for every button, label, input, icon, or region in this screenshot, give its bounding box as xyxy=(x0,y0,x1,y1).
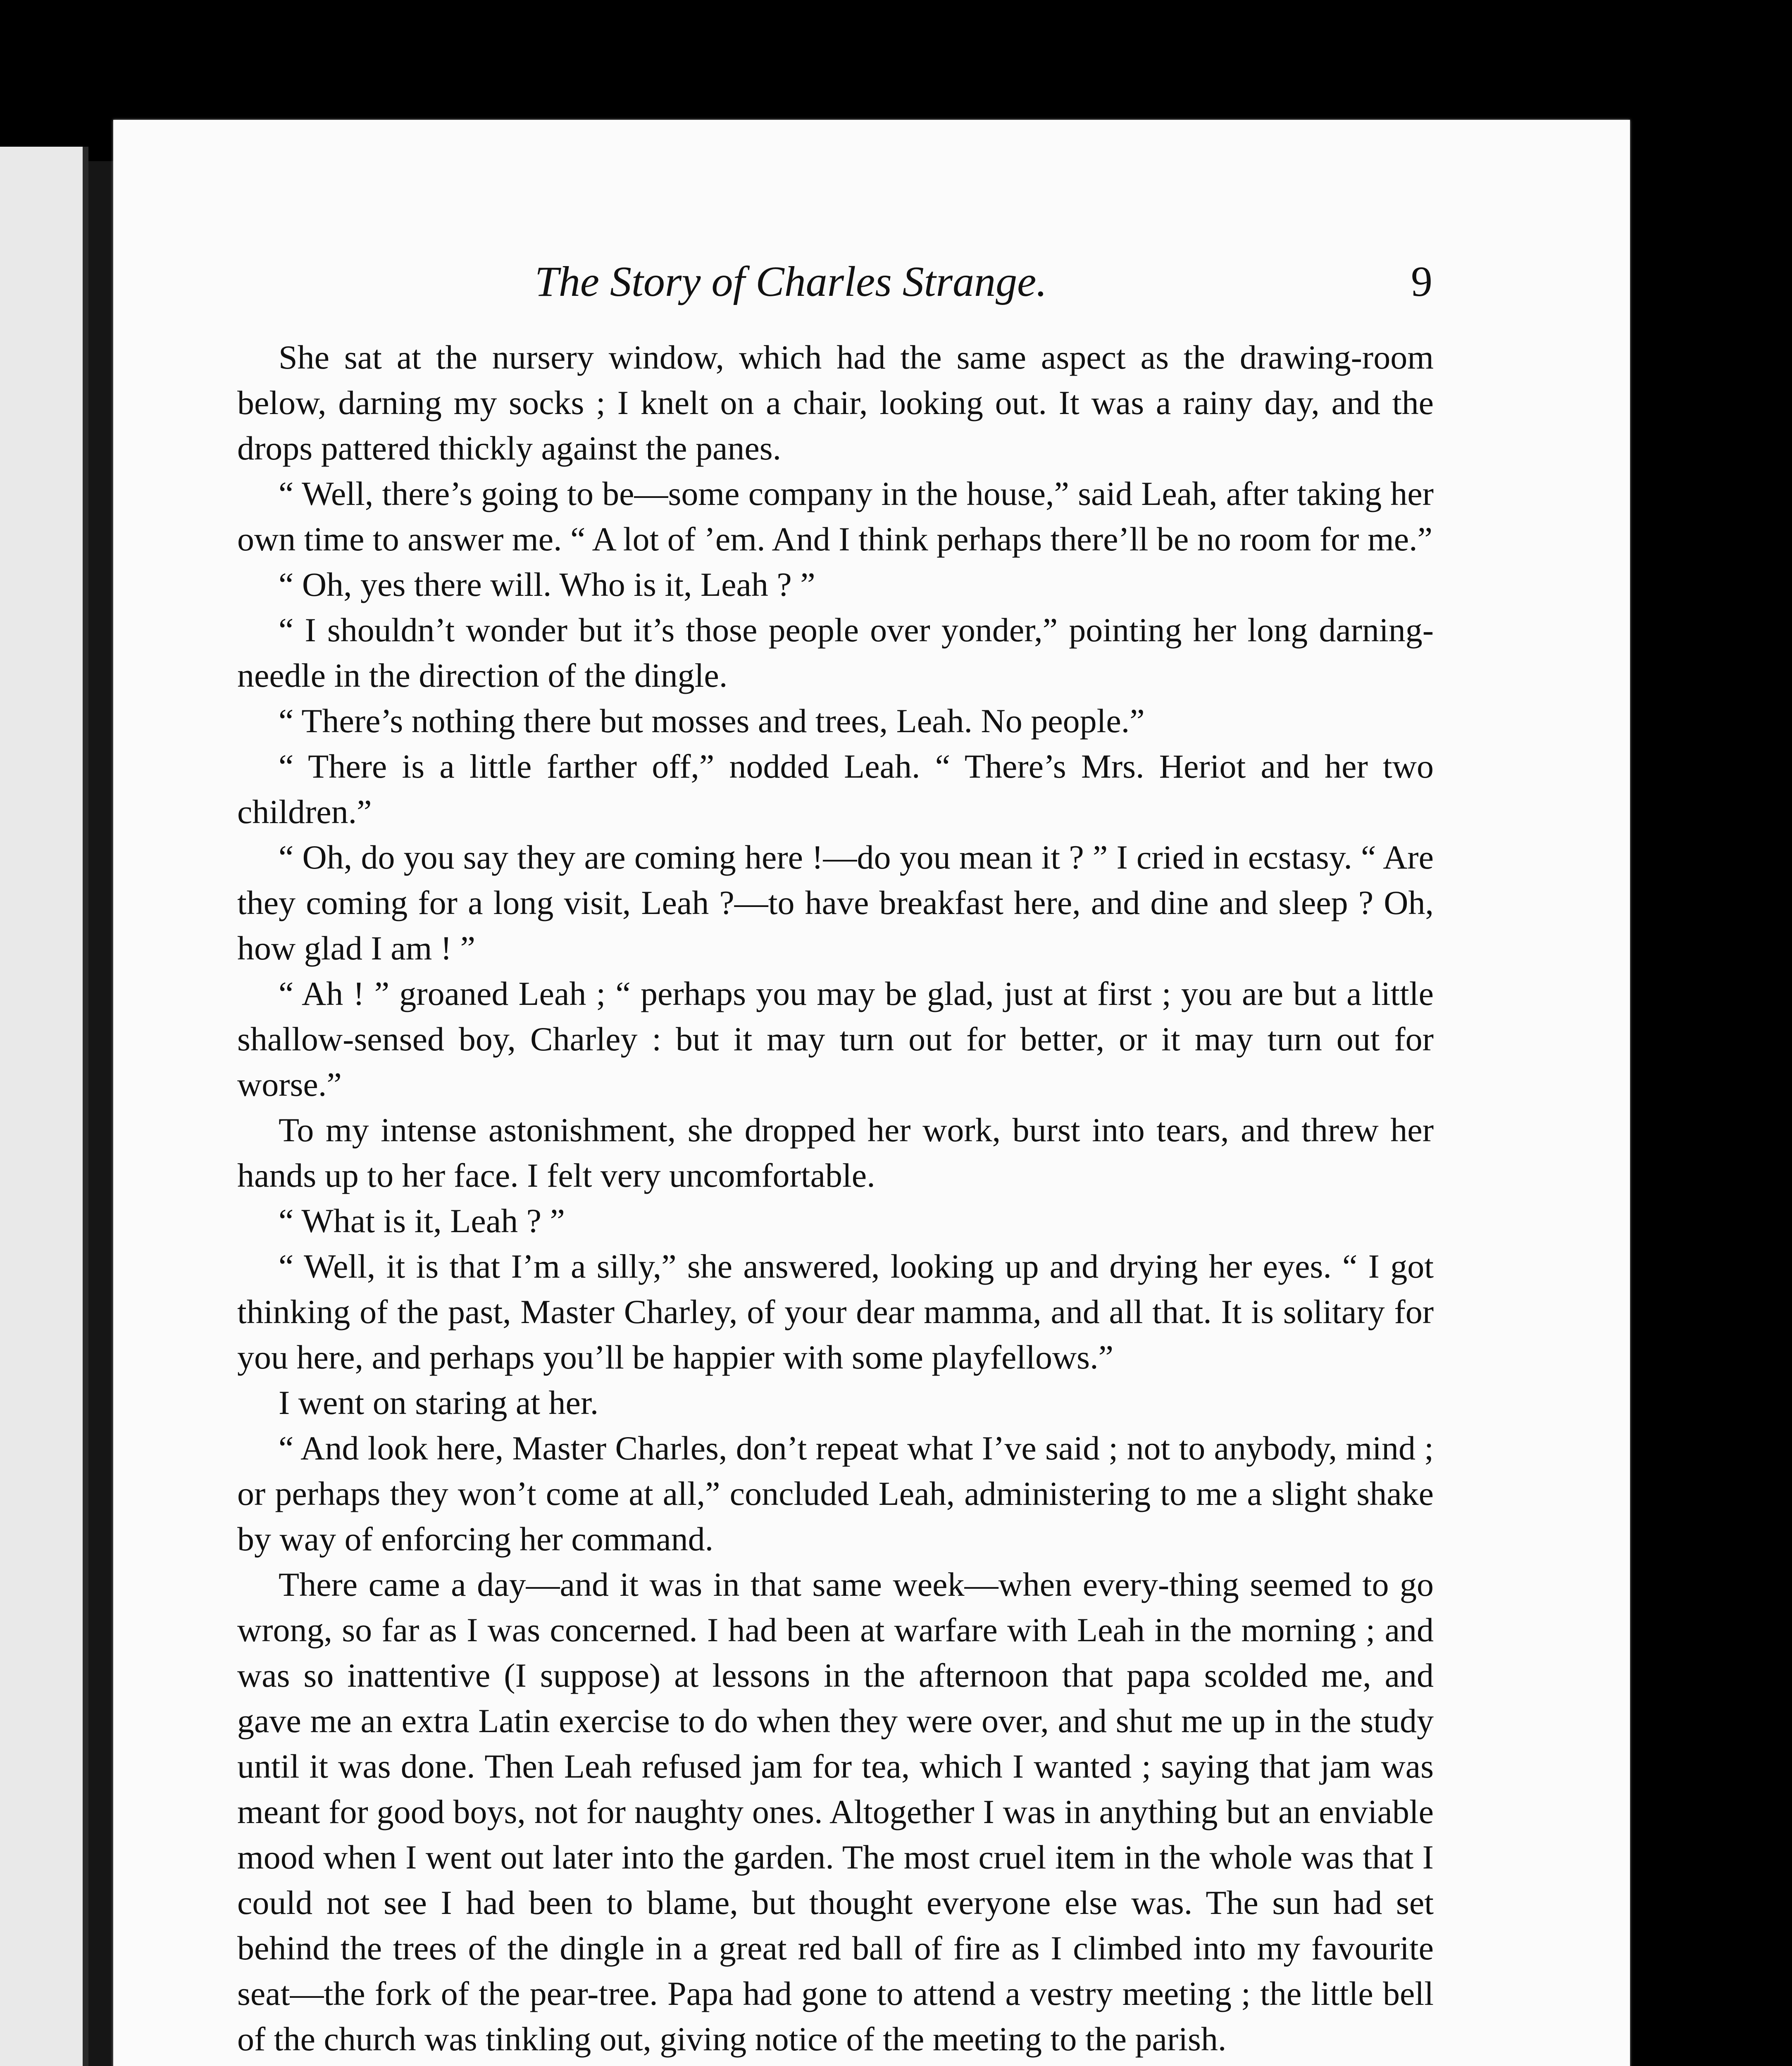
paragraph: “ There’s nothing there but mosses and trees, Leah. No people.” xyxy=(279,702,1145,740)
paragraph: “ Oh, yes there will. Who is it, Leah ? ” xyxy=(279,566,815,603)
paragraph: There came a day—and it was in that same week—when every-thing seemed to go wrong, so far as I was concerned. I had been at warfare with Leah in the morning ; and was so inattentive (I suppose) at lessons in the afternoon that papa scolded me, and gave me an extra Latin exercise to do when they were over, and shut me up in the study until it was done. Then Leah refused jam for tea, which I wanted ; saying that jam was meant for good boys, not for naughty ones. Altogether I was in anything but an enviable mood when I went out later into the garden. The most cruel item in the whole was that I could not see I had been to blame, but thought everyone else was. The sun had set behind the trees of the dingle in a great red ball of fire as I climbed into my favourite seat—the fork of the pear-tree. Papa had gone to attend a vestry meeting ; the little bell of the church was tinkling out, giving notice of the meeting to the parish. xyxy=(237,1566,1434,2058)
paragraph: To my intense astonishment, she dropped her work, burst into tears, and threw her hands up to her face. I felt very uncomfortable. xyxy=(237,1111,1434,1194)
paragraph: “ There is a little farther off,” nodded Leah. “ There’s Mrs. Heriot and her two children.” xyxy=(237,747,1434,831)
running-title: The Story of Charles Strange. xyxy=(535,258,1047,305)
body-text xyxy=(237,335,1434,2062)
paragraph: I went on staring at her. xyxy=(279,1384,599,1421)
paragraph: “ And look here, Master Charles, don’t repeat what I’ve said ; not to anybody, mind ; or perhaps they won’t come at all,” concluded Leah, administering to me a slight shake by way of enforcing her command. xyxy=(237,1429,1434,1558)
facing-page-edge xyxy=(0,147,88,2066)
paragraph: “ Ah ! ” groaned Leah ; “ perhaps you may be glad, just at first ; you are but a little shallow-sensed boy, Charley : but it may turn out for better, or it may turn out for worse.” xyxy=(237,975,1434,1103)
paragraph: “ Well, it is that I’m a silly,” she answered, looking up and drying her eyes. “ I got thinking of the past, Master Charley, of your dear mamma, and all that. It is solitary for you here, and perhaps you’ll be happier with some playfellows.” xyxy=(237,1247,1434,1376)
paragraph: “ I shouldn’t wonder but it’s those people over yonder,” pointing her long darning-needle in the direction of the dingle. xyxy=(237,611,1434,694)
paragraph: “ Well, there’s going to be—some company in the house,” said Leah, after taking her own time to answer me. “ A lot of ’em. And I think perhaps there’ll be no room for me.” xyxy=(237,475,1434,558)
paragraph: “ Oh, do you say they are coming here !—do you mean it ? ” I cried in ecstasy. “ Are they coming for a long visit, Leah ?—to have breakfast here, and dine and sleep ? Oh, how glad I am ! ” xyxy=(237,838,1434,967)
book-page xyxy=(113,120,1630,2066)
paragraph: “ What is it, Leah ? ” xyxy=(279,1202,565,1240)
page-number: 9 xyxy=(1411,258,1432,305)
book-spine xyxy=(88,161,113,2066)
paragraph: She sat at the nursery window, which had the same aspect as the drawing-room below, darning my socks ; I knelt on a chair, looking out. It was a rainy day, and the drops pattered thickly against the panes. xyxy=(237,338,1434,467)
